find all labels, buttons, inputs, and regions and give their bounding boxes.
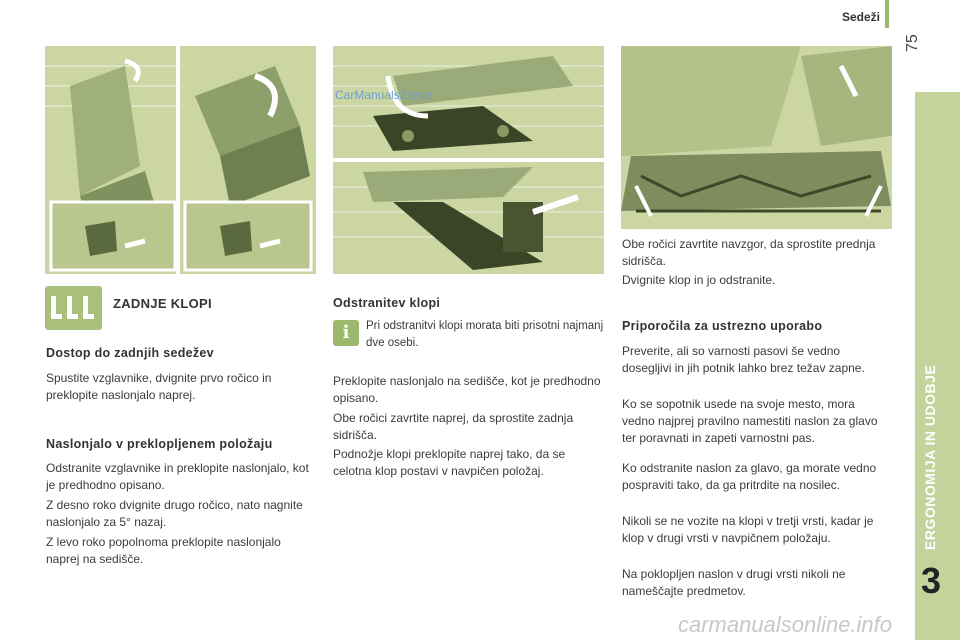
illustration-bench-lift <box>621 46 892 229</box>
paragraph: Spustite vzglavnike, dvignite prvo ročico in preklopite naslonjalo naprej. <box>46 371 272 402</box>
heading-recommendations: Priporočila za ustrezno uporabo <box>622 319 823 333</box>
footer-watermark: carmanualsonline.info <box>678 612 893 637</box>
heading-access-rear: Dostop do zadnjih sedežev <box>46 346 214 360</box>
paragraph: Nikoli se ne vozite na klopi v tretji vrsti, kadar je klop v drugi vrsti v navpičnem položaju. <box>622 514 874 545</box>
illustration-seat-fold <box>45 46 316 274</box>
paragraph: Ko odstranite naslon za glavo, ga morate vedno pospraviti tako, da ga pritrdite na nosilec. <box>622 461 877 492</box>
paragraph: Z desno roko dvignite drugo ročico, nato nagnite naslonjalo za 5° nazaj. <box>46 498 303 529</box>
illustration-base-tilt <box>333 162 604 274</box>
page-header-title: Sedeži <box>841 10 880 24</box>
rear-seats-icon <box>45 286 102 330</box>
chapter-label: ERGONOMIJA IN UDOBJE <box>922 364 938 550</box>
header-accent-bar <box>885 0 889 28</box>
paragraph: Odstranite vzglavnike in preklopite naslonjalo, kot je predhodno opisano. <box>46 461 309 492</box>
info-note: Pri odstranitvi klopi morata biti prisotni najmanj dve osebi. <box>366 320 604 349</box>
heading-bench-removal: Odstranitev klopi <box>333 296 441 310</box>
paragraph: Z levo roko popolnoma preklopite naslonjalo naprej na sedišče. <box>46 535 281 566</box>
paragraph: Preverite, ali so varnosti pasovi še vedno dosegljivi in jih potnik lahko brez težav zapne. <box>622 344 865 375</box>
illustration-anchor-release <box>333 46 604 158</box>
info-icon: i <box>333 320 359 346</box>
paragraph: Preklopite naslonjalo na sedišče, kot je predhodno opisano. <box>333 374 601 405</box>
paragraph: Na poklopljen naslon v drugi vrsti nikoli ne nameščajte predmetov. <box>622 567 846 598</box>
heading-folded-backrest: Naslonjalo v preklopljenem položaju <box>46 437 273 451</box>
page-number: 75 <box>904 34 921 52</box>
paragraph: Podnožje klopi preklopite naprej tako, da se celotna klop postavi v navpičen položaj. <box>333 447 566 478</box>
section-title: ZADNJE KLOPI <box>113 296 212 311</box>
paragraph: Obe ročici zavrtite navzgor, da sprostite prednja sidrišča. <box>622 237 876 268</box>
paragraph: Ko se sopotnik usede na svoje mesto, mora vedno najprej pravilno namestiti naslon za glavo ter poravnati in zapeti varnostni pas. <box>622 397 878 445</box>
watermark: CarManuals2.com <box>335 88 433 102</box>
paragraph: Dvignite klop in jo odstranite. <box>622 273 776 287</box>
chapter-number: 3 <box>921 560 942 601</box>
paragraph: Obe ročici zavrtite naprej, da sprostite zadnja sidrišča. <box>333 411 574 442</box>
